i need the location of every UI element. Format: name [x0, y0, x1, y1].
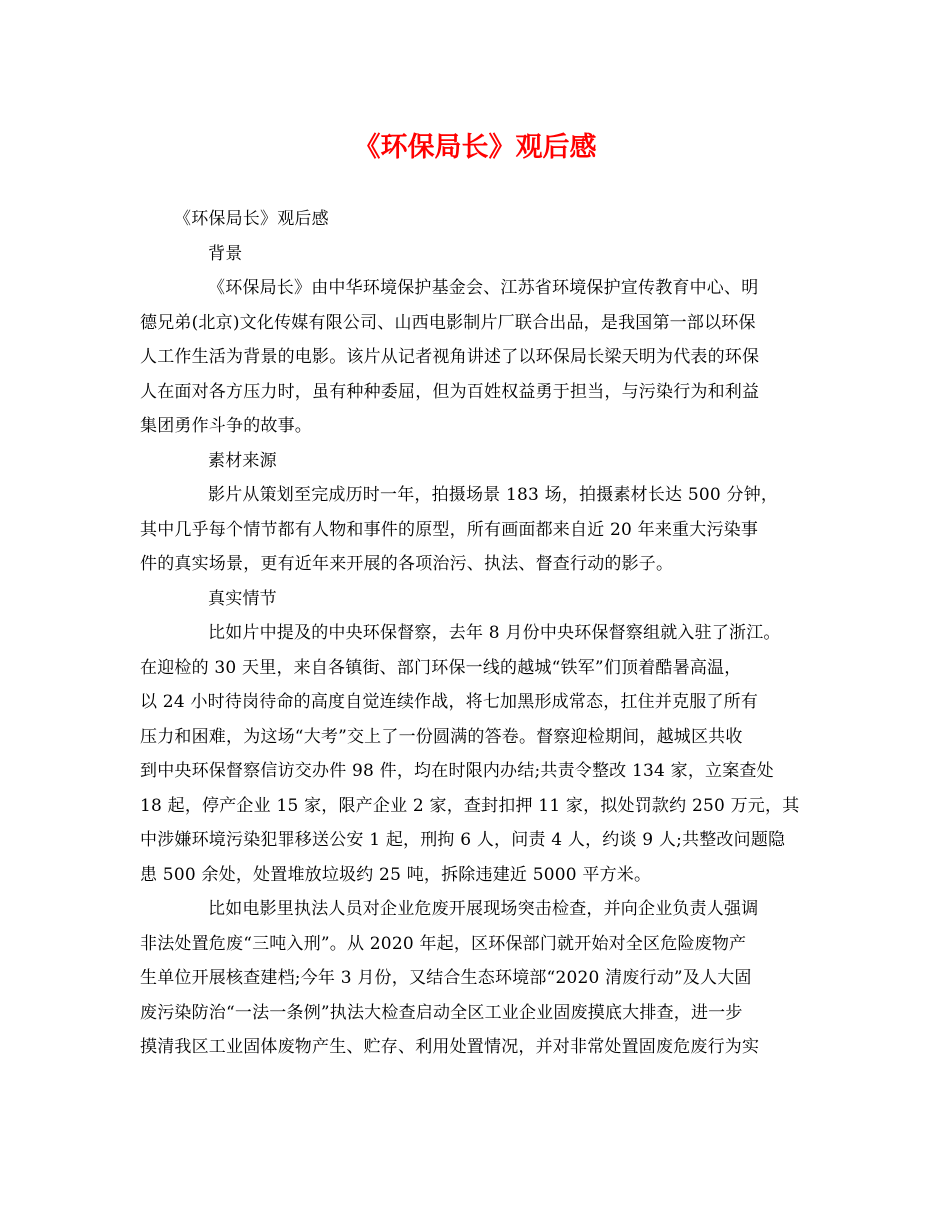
text-line: 《环保局长》由中华环境保护基金会、江苏省环境保护宣传教育中心、明 [208, 278, 759, 298]
text-line: 人工作生活为背景的电影。该片从记者视角讲述了以环保局长梁天明为代表的环保 [140, 347, 760, 367]
text-line: 影片从策划至完成历时一年，拍摄场景 183 场，拍摄素材长达 500 分钟， [208, 485, 779, 505]
text-line: 摸清我区工业固体废物产生、贮存、利用处置情况，并对非常处置固废危废行为实 [140, 1037, 760, 1057]
text-line: 非法处置危废“三吨入刑”。从 2020 年起，区环保部门就开始对全区危险废物产 [140, 933, 747, 954]
text-line: 背景 [208, 243, 243, 264]
text-line: 人在面对各方压力时，虽有种种委屈，但为百姓权益勇于担当，与污染行为和利益 [140, 381, 760, 402]
document-title: 《环保局长》观后感 [353, 132, 597, 163]
text-line: 集团勇作斗争的故事。 [140, 416, 312, 436]
text-line: 真实情节 [208, 588, 277, 609]
text-line: 18 起，停产企业 15 家，限产企业 2 家，查封扣押 11 家，拟处罚款约 250 万元，其 [140, 795, 800, 816]
text-line: 素材来源 [208, 450, 277, 471]
text-line: 在迎检的 30 天里，来自各镇街、部门环保一线的越城“铁军”们顶着酷暑高温， [140, 657, 742, 678]
text-line: 患 500 余处，处置堆放垃圾约 25 吨，拆除违建近 5000 平方米。 [140, 864, 652, 885]
document-body [140, 202, 812, 1065]
text-line: 以 24 小时待岗待命的高度自觉连续作战，将七加黑形成常态，扛住并克服了所有 [140, 692, 759, 712]
text-line: 件的真实场景，更有近年来开展的各项治污、执法、督查行动的影子。 [140, 554, 674, 574]
text-line: 生单位开展核查建档;今年 3 月份，又结合生态环境部“2020 清废行动”及人大固 [140, 968, 752, 988]
text-line: 《环保局长》观后感 [174, 209, 329, 229]
text-line: 比如电影里执法人员对企业危废开展现场突击检查，并向企业负责人强调 [208, 899, 759, 919]
text-line: 到中央环保督察信访交办件 98 件，均在时限内办结;共责令整改 134 家，立案查处 [140, 761, 774, 781]
text-line: 比如片中提及的中央环保督察，去年 8 月份中央环保督察组就入驻了浙江。 [208, 623, 781, 643]
text-line: 压力和困难，为这场“大考”交上了一份圆满的答卷。督察迎检期间，越城区共收 [140, 726, 743, 747]
text-line: 废污染防治“一法一条例”执法大检查启动全区工业企业固废摸底大排查，进一步 [140, 1002, 743, 1023]
text-line: 其中几乎每个情节都有人物和事件的原型，所有画面都来自近 20 年来重大污染事 [140, 519, 759, 540]
text-line: 德兄弟(北京)文化传媒有限公司、山西电影制片厂联合出品，是我国第一部以环保 [140, 312, 756, 333]
text-line: 中涉嫌环境污染犯罪移送公安 1 起，刑拘 6 人，问责 4 人，约谈 9 人;共整改问题隐 [140, 830, 786, 850]
